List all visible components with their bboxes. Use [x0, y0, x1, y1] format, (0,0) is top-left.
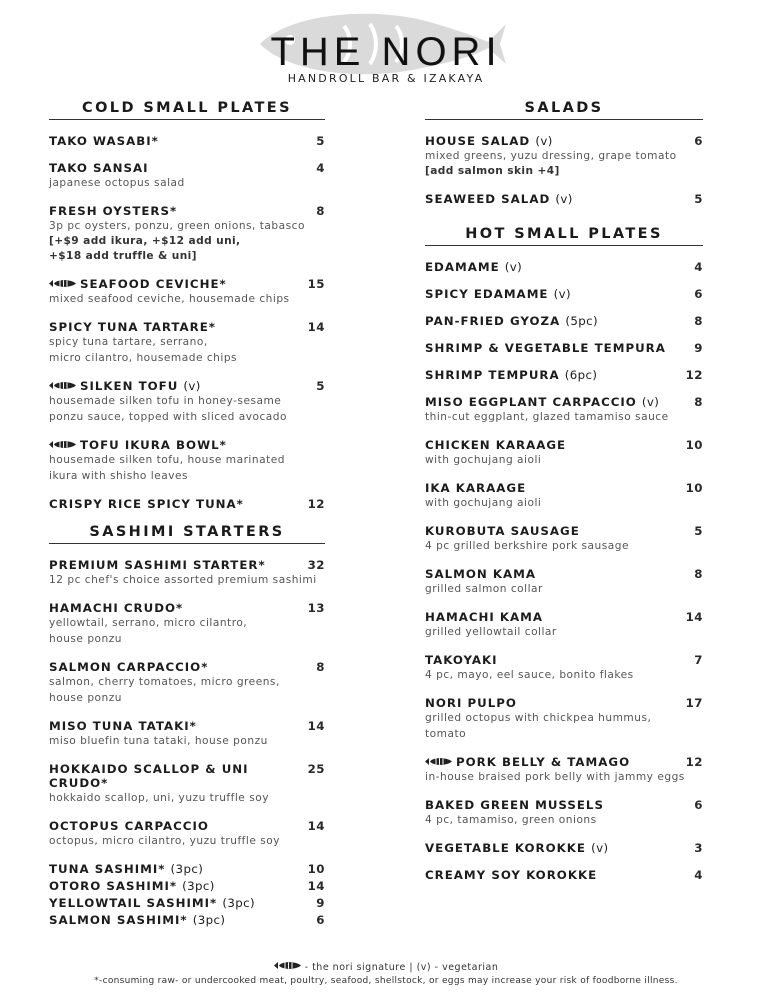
item-description: housemade silken tofu, house marinated: [49, 454, 285, 466]
item-description: octopus, micro cilantro, yuzu truffle soy: [49, 835, 281, 847]
item-name: HAMACHI KAMA: [425, 610, 544, 624]
menu-item: [49, 379, 325, 425]
item-name: SILKEN TOFU: [80, 379, 179, 393]
item-description: ponzu sauce, topped with sliced avocado: [49, 411, 288, 423]
item-name: VEGETABLE KOROKKE: [425, 841, 586, 855]
item-description: yellowtail, serrano, micro cilantro,: [49, 617, 248, 629]
item-name: TAKOYAKI: [425, 653, 498, 667]
brand-title: THE NORI: [270, 30, 502, 74]
item-description: micro cilantro, housemade chips: [49, 352, 238, 364]
item-name: EDAMAME: [425, 260, 500, 274]
item-price: 14: [685, 610, 703, 624]
menu-item: [49, 134, 325, 148]
item-price: 8: [694, 314, 703, 328]
item-description: japanese octopus salad: [49, 177, 185, 189]
item-name: HAMACHI CRUDO*: [49, 601, 184, 615]
menu-item: [49, 438, 325, 484]
item-name: SPICY EDAMAME: [425, 287, 549, 301]
menu-item: [425, 287, 703, 301]
item-note: (v): [641, 395, 660, 409]
item-description: in-house braised pork belly with jammy eggs: [425, 771, 685, 783]
item-name: SEAWEED SALAD: [425, 192, 551, 206]
item-name: TAKO WASABI*: [49, 134, 159, 148]
menu-item: [49, 660, 325, 706]
menu-item: [49, 161, 325, 191]
item-description: grilled yellowtail collar: [425, 626, 557, 638]
menu-item: [425, 341, 703, 355]
item-price: 5: [316, 134, 325, 148]
menu-item: [425, 653, 703, 683]
section-title-salads: SALADS: [425, 100, 703, 120]
item-name: HOKKAIDO SCALLOP & UNI CRUDO*: [49, 762, 249, 790]
menu-item: [49, 497, 325, 511]
item-price: 10: [685, 481, 703, 495]
menu-item: [49, 896, 325, 910]
disclaimer: *-consuming raw- or undercooked meat, poultry, seafood, shellstock, or eggs may increase your risk of foodborne illness.: [94, 976, 678, 986]
item-description: spicy tuna tartare, serrano,: [49, 336, 208, 348]
item-name: HOUSE SALAD: [425, 134, 531, 148]
item-description: with gochujang aioli: [425, 497, 542, 509]
item-price: 14: [307, 879, 325, 893]
item-description: grilled salmon collar: [425, 583, 543, 595]
item-name: CREAMY SOY KOROKKE: [425, 868, 598, 882]
item-name: NORI PULPO: [425, 696, 517, 710]
item-name: SHRIMP TEMPURA: [425, 368, 560, 382]
item-name: FRESH OYSTERS*: [49, 204, 178, 218]
menu-item: [425, 755, 703, 785]
legend-text: - the nori signature | (v) - vegetarian: [304, 962, 499, 973]
item-note: (3pc): [222, 896, 256, 910]
item-price: 12: [685, 755, 703, 769]
menu-header: [0, 0, 772, 92]
fish-signature-icon: [49, 440, 77, 449]
menu-item: [425, 696, 703, 742]
item-description: hokkaido scallop, uni, yuzu truffle soy: [49, 792, 269, 804]
legend: [0, 961, 772, 973]
item-price: 8: [316, 204, 325, 218]
item-price: 6: [694, 134, 703, 148]
item-name: SALMON CARPACCIO*: [49, 660, 209, 674]
item-note: (v): [183, 379, 201, 393]
item-note: (v): [504, 260, 523, 274]
item-price: 12: [685, 368, 703, 382]
menu-item: [49, 913, 325, 927]
section-title-cold-small-plates: COLD SMALL PLATES: [49, 100, 325, 120]
menu-item: [425, 841, 703, 855]
item-note: (3pc): [192, 913, 226, 927]
item-name: CHICKEN KARAAGE: [425, 438, 567, 452]
menu-item: [425, 438, 703, 468]
item-description: grilled octopus with chickpea hummus,: [425, 712, 652, 724]
item-price: 10: [685, 438, 703, 452]
item-name: SHRIMP & VEGETABLE TEMPURA: [425, 341, 666, 355]
item-description: ikura with shisho leaves: [49, 470, 189, 482]
fish-signature-icon: [49, 381, 77, 390]
menu-item: [49, 204, 325, 264]
item-price: 8: [316, 660, 325, 674]
item-price: 13: [307, 601, 325, 615]
item-price: 3: [694, 841, 703, 855]
item-price: 14: [307, 719, 325, 733]
item-note: (v): [591, 841, 609, 855]
item-description: 3p pc oysters, ponzu, green onions, tabasco: [49, 220, 305, 232]
item-price: 7: [694, 653, 703, 667]
section-title-hot-small-plates: HOT SMALL PLATES: [425, 226, 703, 246]
item-price: 4: [694, 868, 703, 882]
menu-item: [49, 762, 325, 806]
menu-item: [425, 395, 703, 425]
menu-item: [49, 819, 325, 849]
fish-signature-icon: [49, 279, 77, 288]
item-addon: [+$9 add ikura, +$12 add uni,: [49, 235, 241, 247]
menu-item: [49, 879, 325, 893]
item-name: MISO TUNA TATAKI*: [49, 719, 197, 733]
item-name: KUROBUTA SAUSAGE: [425, 524, 580, 538]
item-price: 9: [694, 341, 703, 355]
left-column: [49, 100, 325, 930]
item-note: (3pc): [182, 879, 215, 893]
menu-item: [49, 719, 325, 749]
right-column: [425, 100, 703, 895]
item-price: 8: [694, 395, 703, 409]
item-note: (3pc): [170, 862, 204, 876]
menu-item: [49, 862, 325, 876]
menu-item: [49, 601, 325, 647]
item-price: 5: [694, 524, 703, 538]
item-price: 8: [694, 567, 703, 581]
brand-tagline: HANDROLL BAR & IZAKAYA: [287, 72, 485, 85]
menu-item: [49, 277, 325, 307]
fish-signature-icon: [425, 757, 453, 766]
item-name: OCTOPUS CARPACCIO: [49, 819, 209, 833]
menu-item: [425, 134, 703, 179]
item-description: miso bluefin tuna tataki, house ponzu: [49, 735, 268, 747]
menu-item: [425, 368, 703, 382]
item-description: mixed seafood ceviche, housemade chips: [49, 293, 290, 305]
item-name: CRISPY RICE SPICY TUNA*: [49, 497, 244, 511]
section-title-sashimi-starters: SASHIMI STARTERS: [49, 524, 325, 544]
item-addon: +$18 add truffle & uni]: [49, 250, 197, 262]
menu-item: [49, 558, 325, 588]
item-price: 10: [307, 862, 325, 876]
item-description: with gochujang aioli: [425, 454, 542, 466]
item-name: TAKO SANSAI: [49, 161, 149, 175]
menu-item: [425, 192, 703, 206]
item-price: 5: [694, 192, 703, 206]
item-price: 4: [694, 260, 703, 274]
item-description: 4 pc grilled berkshire pork sausage: [425, 540, 630, 552]
menu-item: [425, 314, 703, 328]
item-description: salmon, cherry tomatoes, micro greens,: [49, 676, 280, 688]
item-description: tomato: [425, 728, 467, 740]
item-name: TUNA SASHIMI*: [49, 862, 166, 876]
item-name: SEAFOOD CEVICHE*: [80, 277, 227, 291]
item-note: (5pc): [565, 314, 599, 328]
item-price: 17: [685, 696, 703, 710]
sashimi-list: [49, 862, 325, 927]
menu-item: [425, 610, 703, 640]
item-price: 12: [307, 497, 325, 511]
item-description: 12 pc chef's choice assorted premium sashimi: [49, 574, 317, 586]
item-note: (v): [553, 287, 571, 301]
item-note: (v): [555, 192, 573, 206]
item-description: house ponzu: [49, 633, 123, 645]
item-price: 14: [307, 819, 325, 833]
item-name: OTORO SASHIMI*: [49, 879, 178, 893]
item-description: housemade silken tofu in honey-sesame: [49, 395, 282, 407]
item-name: PORK BELLY & TAMAGO: [456, 755, 631, 769]
item-name: PREMIUM SASHIMI STARTER*: [49, 558, 266, 572]
menu-footer: [0, 961, 772, 986]
menu-item: [425, 524, 703, 554]
menu-item: [425, 567, 703, 597]
item-name: MISO EGGPLANT CARPACCIO: [425, 395, 637, 409]
item-price: 6: [694, 287, 703, 301]
item-name: BAKED GREEN MUSSELS: [425, 798, 604, 812]
item-name: YELLOWTAIL SASHIMI*: [49, 896, 218, 910]
item-description: 4 pc, tamamiso, green onions: [425, 814, 597, 826]
item-price: 9: [316, 896, 325, 910]
item-name: SALMON SASHIMI*: [49, 913, 188, 927]
item-price: 15: [307, 277, 325, 291]
item-name: PAN-FRIED GYOZA: [425, 314, 561, 328]
item-price: 14: [307, 320, 325, 334]
item-price: 5: [316, 379, 325, 393]
item-name: IKA KARAAGE: [425, 481, 527, 495]
menu-item: [425, 481, 703, 511]
item-note: (6pc): [564, 368, 598, 382]
item-addon: [add salmon skin +4]: [425, 165, 560, 177]
item-name: TOFU IKURA BOWL*: [80, 438, 227, 452]
item-price: 32: [307, 558, 325, 572]
menu-item: [425, 868, 703, 882]
item-description: 4 pc, mayo, eel sauce, bonito flakes: [425, 669, 634, 681]
item-note: (v): [535, 134, 553, 148]
item-price: 25: [307, 762, 325, 776]
menu-item: [425, 798, 703, 828]
item-name: SALMON KAMA: [425, 567, 537, 581]
fish-signature-icon: [274, 961, 302, 970]
item-price: 4: [316, 161, 325, 175]
menu-item: [49, 320, 325, 366]
item-description: house ponzu: [49, 692, 123, 704]
item-price: 6: [316, 913, 325, 927]
item-description: thin-cut eggplant, glazed tamamiso sauce: [425, 411, 669, 423]
item-description: mixed greens, yuzu dressing, grape tomato: [425, 150, 677, 162]
item-price: 6: [694, 798, 703, 812]
item-name: SPICY TUNA TARTARE*: [49, 320, 216, 334]
menu-item: [425, 260, 703, 274]
